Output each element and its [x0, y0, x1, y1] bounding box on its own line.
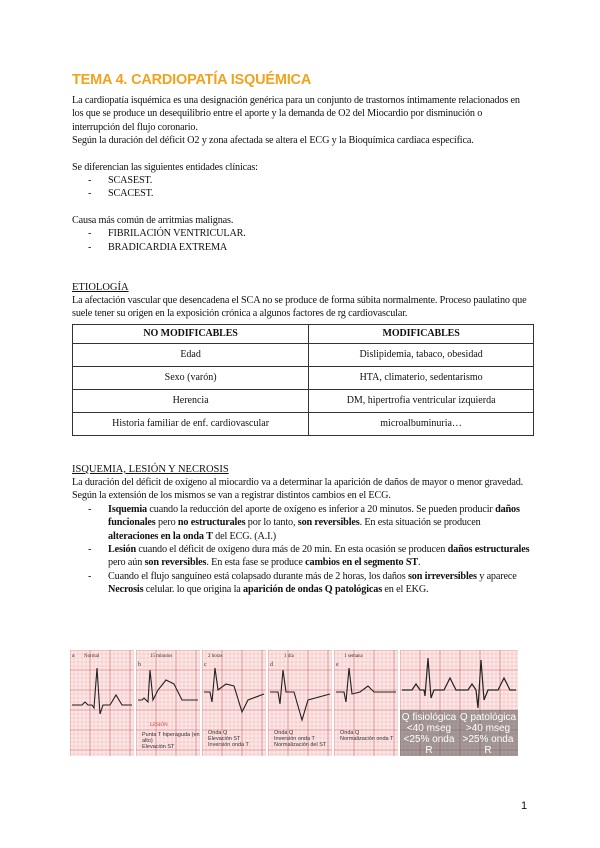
svg-text:d: d: [270, 662, 273, 668]
panel-letter: a: [72, 653, 75, 659]
svg-text:15 minutos: 15 minutos: [150, 654, 173, 659]
table-cell: DM, hipertrofia ventricular izquierda: [309, 389, 534, 412]
q-physiological-label: Q fisiológica <40 mseg <25% onda R: [401, 712, 457, 756]
q-wave-comparison: [400, 650, 518, 756]
section-heading-etiology: ETIOLOGÍA: [72, 282, 129, 294]
list-item: - SCACEST.: [88, 187, 532, 200]
intro-paragraph-2: Según la duración del déficit O2 y zona afectada se altera el ECG y la Bioquímica cardiaca específica.: [72, 135, 474, 147]
table-row: [73, 366, 534, 389]
list-item: - SCASEST.: [88, 174, 532, 187]
table-cell: HTA, climaterio, sedentarismo: [309, 366, 534, 389]
list-item-lesion: - Lesión cuando el déficit de oxígeno dura más de 20 min. En esta ocasión se producen daños estructurales pero aún son reversibles. En esta fase se produce cambios en el segmento ST.: [88, 543, 532, 570]
panel-caption: Punta T hiperaguda (en alto) Elevación ST: [142, 732, 200, 750]
ischemia-text: La duración del déficit de oxígeno al miocardio va a determinar la aparición de daños de mayor o menor gravedad. Según la extensión de los mismos se van a registrar distintos cambios en el ECG.: [72, 476, 524, 502]
table-cell: Historia familiar de enf. cardiovascular: [73, 412, 309, 435]
arrhythmia-lead: Causa más común de arritmias malignas.: [72, 214, 234, 226]
column-header: NO MODIFICABLES: [73, 324, 309, 343]
table-cell: Dislipidemia, tabaco, obesidad: [309, 343, 534, 366]
svg-text:1 semana: 1 semana: [344, 654, 363, 659]
list-item: - FIBRILACIÓN VENTRICULAR.: [88, 227, 532, 240]
page-body: [72, 72, 532, 597]
list-item-ischemia: - Isquemia cuando la reducción del aporte de oxígeno es inferior a 20 minutos. Se pueden producir daños funcionales pero no estructurales por lo tanto, son reversibles. En esta situación se producen alteraciones en la onda T del ECG. (A.I.): [88, 503, 532, 543]
lesion-tag: LESIÓN: [150, 723, 168, 728]
panel-caption: Onda Q Inversión onda T Normalización del ST: [274, 730, 327, 748]
svg-text:b: b: [138, 662, 141, 668]
page-title: TEMA 4. CARDIOPATÍA ISQUÉMICA: [72, 72, 312, 88]
table-cell: Edad: [73, 343, 309, 366]
column-header: MODIFICABLES: [309, 324, 534, 343]
page-number: 1: [521, 800, 528, 812]
ecg-grid: [70, 650, 134, 756]
arrhythmia-list: [72, 227, 532, 254]
list-item-necrosis: - Cuando el flujo sanguíneo está colapsado durante más de 2 horas, los daños son irreversibles y aparece Necrosis celular. lo que origina la aparición de ondas Q patológicas en el EKG.: [88, 570, 532, 597]
intro-paragraph: La cardiopatía isquémica es una designación genérica para un conjunto de trastornos íntimamente relacionados en los que se produce un desequilibrio entre el aporte y la demanda de O2 del Miocardio por disminución o interrupción del flujo coronario.: [72, 95, 520, 133]
table-header-row: [73, 324, 534, 343]
list-item: - BRADICARDIA EXTREMA: [88, 241, 532, 254]
panel-caption: Onda Q Normalización onda T: [340, 730, 394, 742]
svg-text:1 día: 1 día: [284, 654, 294, 659]
table-row: [73, 343, 534, 366]
panel-caption: Onda Q Elevación ST Inversión onda T: [208, 730, 249, 748]
section-heading-ischemia: ISQUEMIA, LESIÓN Y NECROSIS: [72, 463, 229, 475]
ischemia-list: [72, 503, 532, 597]
table-row: [73, 389, 534, 412]
ecg-figure: [70, 650, 518, 756]
q-pathological-label: Q patológica >40 mseg >25% onda R: [459, 712, 517, 756]
table-cell: Sexo (varón): [73, 366, 309, 389]
risk-factors-table: [72, 324, 534, 436]
svg-text:2 horas: 2 horas: [208, 654, 223, 659]
panel-time: Normal: [84, 654, 100, 659]
table-cell: Herencia: [73, 389, 309, 412]
etiology-text: La afectación vascular que desencadena el SCA no se produce de forma súbita normalmente. Proceso paulatino que suele tener su origen en la exposición crónica a algunos factores de rg cardiovascular.: [72, 295, 527, 320]
entities-list: [72, 174, 532, 201]
table-row: [73, 412, 534, 435]
svg-text:c: c: [204, 662, 207, 668]
svg-text:e: e: [336, 662, 339, 668]
entities-lead: Se diferencian las siguientes entidades clínicas:: [72, 161, 258, 173]
ecg-panel-a: [70, 650, 134, 756]
table-cell: microalbuminuria…: [309, 412, 534, 435]
